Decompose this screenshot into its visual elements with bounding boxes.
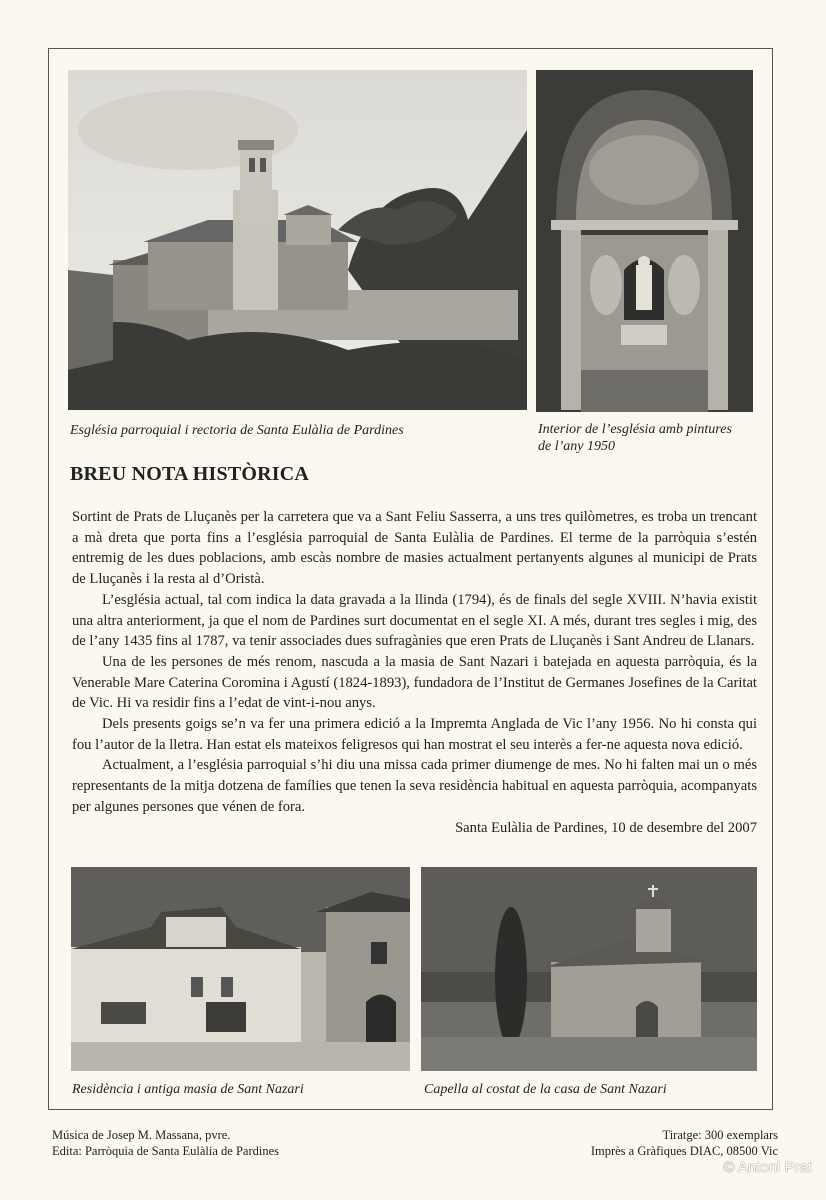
paragraph: L’església actual, tal com indica la data gravada a la llinda (1794), és de finals del segle XVIII. N’havia existit una altra anteriorment, ja que el nom de Pardines surt documentat en el segle XI. A més, durant tres segles i mig, des de l’any 1435 fins al 1787, va tenir associades dues sufragànies que eren Prats de Lluçanès i Sant Andreu de Llanars. [72,591,757,650]
photo-church-interior [536,70,753,412]
paragraph: Sortint de Prats de Lluçanès per la carretera que va a Sant Feliu Sasserra, a uns tres quilòmetres, es troba un trencant a mà dreta que porta fins a l’església parroquial de Santa Eulàlia de Pardines. El terme de la parròquia s’estén entremig de les dues poblacions, amb escàs nombre de masies actualment pertanyents algunes al municipi de Prats de Lluçanès i la resta al d’Oristà. [72,509,757,588]
copyright-watermark: © Antoni Prat [723,1159,812,1176]
caption-church-exterior: Església parroquial i rectoria de Santa Eulàlia de Pardines [70,423,404,438]
church-exterior-image [68,70,527,410]
caption-residence: Residència i antiga masia de Sant Nazari [72,1082,304,1097]
footer-print-run: Tiratge: 300 exemplars [662,1128,778,1142]
caption-interior-line1: Interior de l’església amb pintures [538,422,732,437]
photo-church-exterior [68,70,527,410]
chapel-image [421,867,757,1071]
photo-residence [71,867,410,1071]
signature-date: Santa Eulàlia de Pardines, 10 de desembre del 2007 [455,819,757,836]
paragraph: Dels presents goigs se’n va fer una primera edició a la Impremta Anglada de Vic l’any 1956. No hi consta qui fou l’autor de la lletra. Han estat els mateixos feligresos qui han mostrat el seu interès a fer-ne aquesta nova edició. [72,716,757,753]
caption-chapel: Capella al costat de la casa de Sant Nazari [424,1082,667,1097]
history-text [72,507,757,838]
paragraph: Una de les persones de més renom, nascuda a la masia de Sant Nazari i batejada en aquesta parròquia, és la Venerable Mare Caterina Coromina i Agustí (1824-1893), fundadora de l’Institut de Germanes Josefines de la Caritat de Vic. Hi va residir fins a l’edat de vint-i-nou anys. [72,653,757,712]
footer-printer: Imprès a Gràfiques DIAC, 08500 Vic [590,1144,778,1158]
footer-print-info [591,1127,778,1159]
footer-credits [52,1127,279,1159]
caption-church-interior [538,421,732,455]
section-heading: BREU NOTA HISTÒRICA [70,463,310,485]
footer-publisher: Edita: Parròquia de Santa Eulàlia de Pardines [52,1144,280,1158]
church-interior-image [536,70,753,412]
footer-music-credit: Música de Josep M. Massana, pvre. [52,1128,231,1142]
photo-chapel [421,867,757,1071]
residence-image [71,867,410,1071]
paragraph: Actualment, a l’església parroquial s’hi diu una missa cada primer diumenge de mes. No hi falten mai un o més representants de la mitja dotzena de famílies que tenen la seva residència habitual en aquesta parròquia, acompanyats per algunes persones que vénen de fora. [72,757,757,815]
caption-interior-line2: de l’any 1950 [538,439,615,454]
